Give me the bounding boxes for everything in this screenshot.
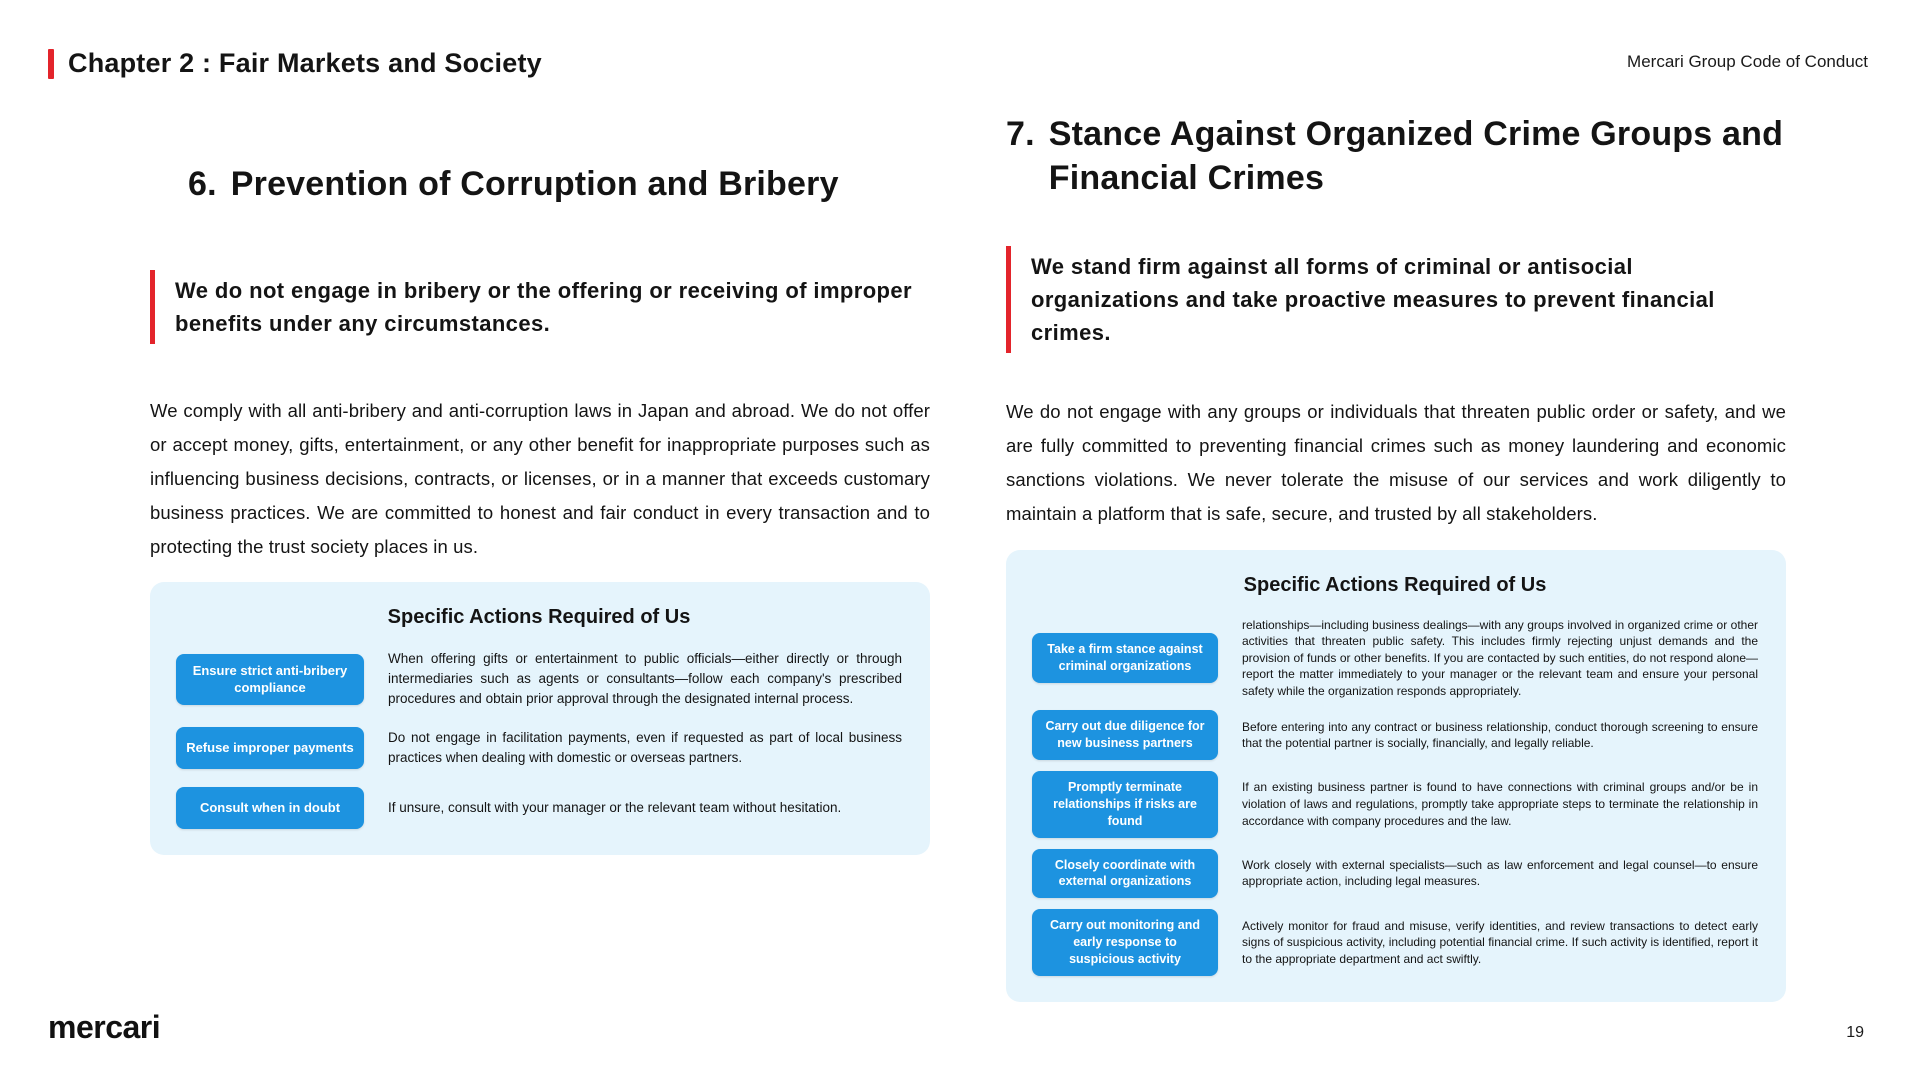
action-label-badge: Carry out due diligence for new business partners bbox=[1032, 710, 1218, 760]
chapter-title: Chapter 2 : Fair Markets and Society bbox=[68, 48, 542, 78]
section-6-title bbox=[188, 162, 930, 206]
action-row bbox=[1032, 909, 1758, 976]
action-label-badge: Consult when in doubt bbox=[176, 787, 364, 829]
section-7 bbox=[1006, 112, 1786, 1002]
action-label-badge: Take a firm stance against criminal organizations bbox=[1032, 633, 1218, 683]
action-label-badge: Refuse improper payments bbox=[176, 727, 364, 769]
action-label-badge: Promptly terminate relationships if risks are found bbox=[1032, 771, 1218, 838]
chapter-accent-bar bbox=[48, 49, 54, 79]
section-7-heading: Stance Against Organized Crime Groups and Financial Crimes bbox=[1048, 115, 1784, 198]
action-description: Before entering into any contract or business relationship, conduct thorough screening to ensure that the potential partner is socially, financially, and legally reliable. bbox=[1242, 719, 1758, 751]
section-6-number: 6. bbox=[188, 165, 217, 203]
action-row bbox=[1032, 771, 1758, 838]
action-description: Work closely with external specialists—such as law enforcement and legal counsel—to ensure appropriate action, including legal measures. bbox=[1242, 857, 1758, 889]
section-7-body: We do not engage with any groups or individuals that threaten public order or safety, and we are fully committed to preventing financial crimes such as money laundering and economic sanctions violations. We never tolerate the misuse of our services and work diligently to maintain a platform that is safe, secure, and trusted by all stakeholders. bbox=[1006, 401, 1786, 525]
section-6-body: We comply with all anti-bribery and anti-corruption laws in Japan and abroad. We do not offer or accept money, gifts, entertainment, or any other benefit for inappropriate purposes such as influencing business decisions, contracts, or licenses, or in a manner that exceeds customary business practices. We are committed to honest and fair conduct in every transaction and to protecting the trust society places in us. bbox=[150, 400, 930, 558]
section-6-actions-title: Specific Actions Required of Us bbox=[387, 606, 691, 629]
section-7-title bbox=[1006, 112, 1786, 200]
chapter-heading bbox=[48, 48, 542, 79]
action-label-badge: Closely coordinate with external organizations bbox=[1032, 849, 1218, 899]
section-6-heading: Prevention of Corruption and Bribery bbox=[230, 165, 839, 203]
section-6 bbox=[150, 162, 930, 855]
mercari-logo: mercari bbox=[48, 1009, 161, 1045]
page-number: 19 bbox=[1846, 1024, 1864, 1041]
action-label-badge: Carry out monitoring and early response to suspicious activity bbox=[1032, 909, 1218, 976]
action-row bbox=[176, 727, 902, 769]
action-row bbox=[1032, 849, 1758, 899]
section-7-quote: We stand firm against all forms of criminal or antisocial organizations and take proactive measures to prevent financial crimes. bbox=[1006, 246, 1786, 353]
action-row bbox=[176, 649, 902, 709]
action-row bbox=[1032, 617, 1758, 700]
action-label-badge: Ensure strict anti-bribery compliance bbox=[176, 654, 364, 705]
section-7-actions-title: Specific Actions Required of Us bbox=[1243, 573, 1547, 596]
section-7-actions-box bbox=[1006, 550, 1786, 1002]
document-title: Mercari Group Code of Conduct bbox=[1627, 52, 1868, 71]
action-row bbox=[176, 787, 902, 829]
action-description: If unsure, consult with your manager or the relevant team without hesitation. bbox=[388, 800, 842, 816]
action-row bbox=[1032, 710, 1758, 760]
action-description: relationships—including business dealings—with any groups involved in organized crime or other activities that threaten public safety. This includes firmly rejecting unjust demands and the provision of funds or other benefits. If you are contacted by such entities, do not respond alone—report the matter immediately to your manager or the relevant team and ensure your personal safety while the organization responds appropriately. bbox=[1242, 617, 1758, 698]
action-description: If an existing business partner is found to have connections with criminal groups and/or be in violation of laws and regulations, promptly take appropriate steps to terminate the relationship in accordance with company procedures and the law. bbox=[1242, 780, 1758, 828]
action-description: When offering gifts or entertainment to public officials—either directly or through intermediaries such as agents or consultants—follow each company's prescribed procedures and obtain prior approval through the designated internal process. bbox=[388, 651, 902, 707]
section-6-actions-box bbox=[150, 582, 930, 855]
section-6-quote: We do not engage in bribery or the offering or receiving of improper benefits under any circumstances. bbox=[150, 270, 930, 344]
section-7-number: 7. bbox=[1006, 115, 1035, 153]
action-description: Do not engage in facilitation payments, even if requested as part of local business practices when dealing with domestic or overseas partners. bbox=[388, 730, 902, 766]
action-description: Actively monitor for fraud and misuse, verify identities, and review transactions to detect early signs of suspicious activity, including potential financial crime. If such activity is identified, report it to the appropriate department and act swiftly. bbox=[1242, 918, 1758, 966]
